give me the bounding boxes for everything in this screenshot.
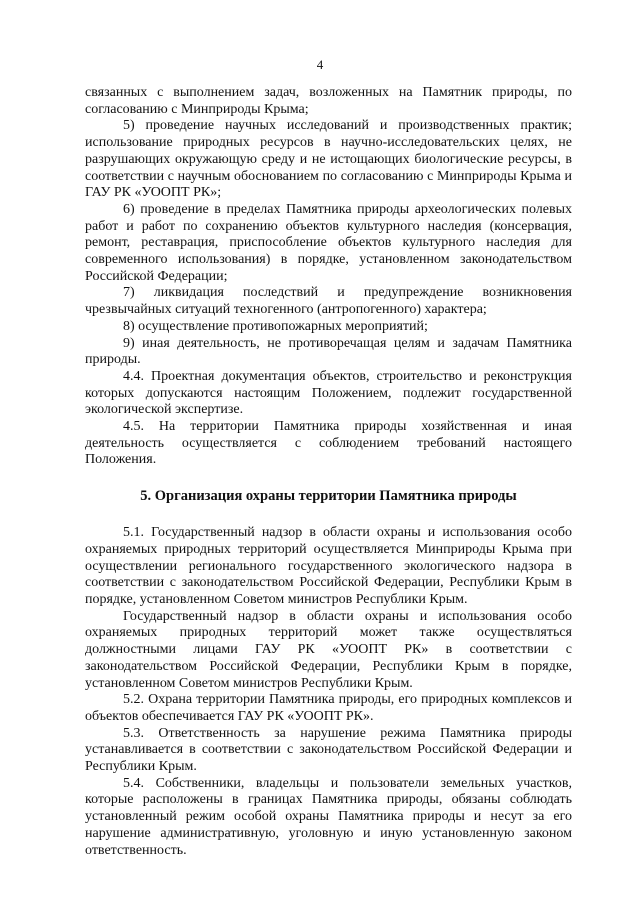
list-item-5: 5) проведение научных исследований и производственных практик; использование природных ресурсов в научно-исследовательских целях, не разрушающих окружающую среду и не истощающих биологические ресурсы, в соответствии с научным обоснованием по согласованию с Минприроды Крыма и ГАУ РК «УООПТ РК»;: [85, 118, 572, 201]
clause-5-4: 5.4. Собственники, владельцы и пользователи земельных участков, которые расположены в границах Памятника природы, обязаны соблюдать установленный режим особой охраны Памятника природы и несут за его нарушение административную, уголовную и иную установленную законом ответственность.: [85, 775, 572, 858]
clause-5-1: 5.1. Государственный надзор в области охраны и использования особо охраняемых природных территорий осуществляется Минприроды Крыма при осуществлении регионального государственного экологического надзора в соответствии с законодательством Российской Федерации, Республики Крым в порядке, установленном Советом министров Республики Крым.: [85, 525, 572, 607]
section-heading: 5. Организация охраны территории Памятника природы: [140, 488, 517, 505]
document-body: [85, 85, 572, 859]
list-item-8: 8) осуществление противопожарных мероприятий;: [123, 318, 428, 334]
list-item-9: 9) иная деятельность, не противоречащая целям и задачам Памятника природы.: [85, 335, 572, 368]
clause-4-4: 4.4. Проектная документация объектов, строительство и реконструкция которых допускаются настоящим Положением, подлежит государственной экологической экспертизе.: [85, 368, 572, 418]
clause-5-1-supplement: Государственный надзор в области охраны и использования особо охраняемых природных территорий может также осуществляться должностными лицами ГАУ РК «УООПТ РК» в соответствии с законодательством Российской Федерации, Республики Крым в порядке, установленном Советом министров Республики Крым.: [85, 608, 572, 691]
page-number: 4: [316, 57, 324, 72]
clause-5-3: 5.3. Ответственность за нарушение режима Памятника природы устанавливается в соответствии с законодательством Российской Федерации и Республики Крым.: [85, 725, 572, 775]
list-item-6: 6) проведение в пределах Памятника природы археологических полевых работ и работ по сохранению объектов культурного наследия (консервация, ремонт, реставрация, приспособление объектов культурного наследия для современного использования) в порядке, установленном законодательством Российской Федерации;: [85, 201, 572, 284]
paragraph-continuation: связанных с выполнением задач, возложенных на Памятник природы, по согласованию с Минприроды Крыма;: [85, 85, 572, 117]
clause-5-2: 5.2. Охрана территории Памятника природы, его природных комплексов и объектов обеспечивается ГАУ РК «УООПТ РК».: [85, 692, 572, 724]
list-item-7: 7) ликвидация последствий и предупреждение возникновения чрезвычайных ситуаций техногенного (антропогенного) характера;: [85, 285, 572, 318]
clause-4-5: 4.5. На территории Памятника природы хозяйственная и иная деятельность осуществляется с соблюдением требований настоящего Положения.: [85, 419, 572, 468]
